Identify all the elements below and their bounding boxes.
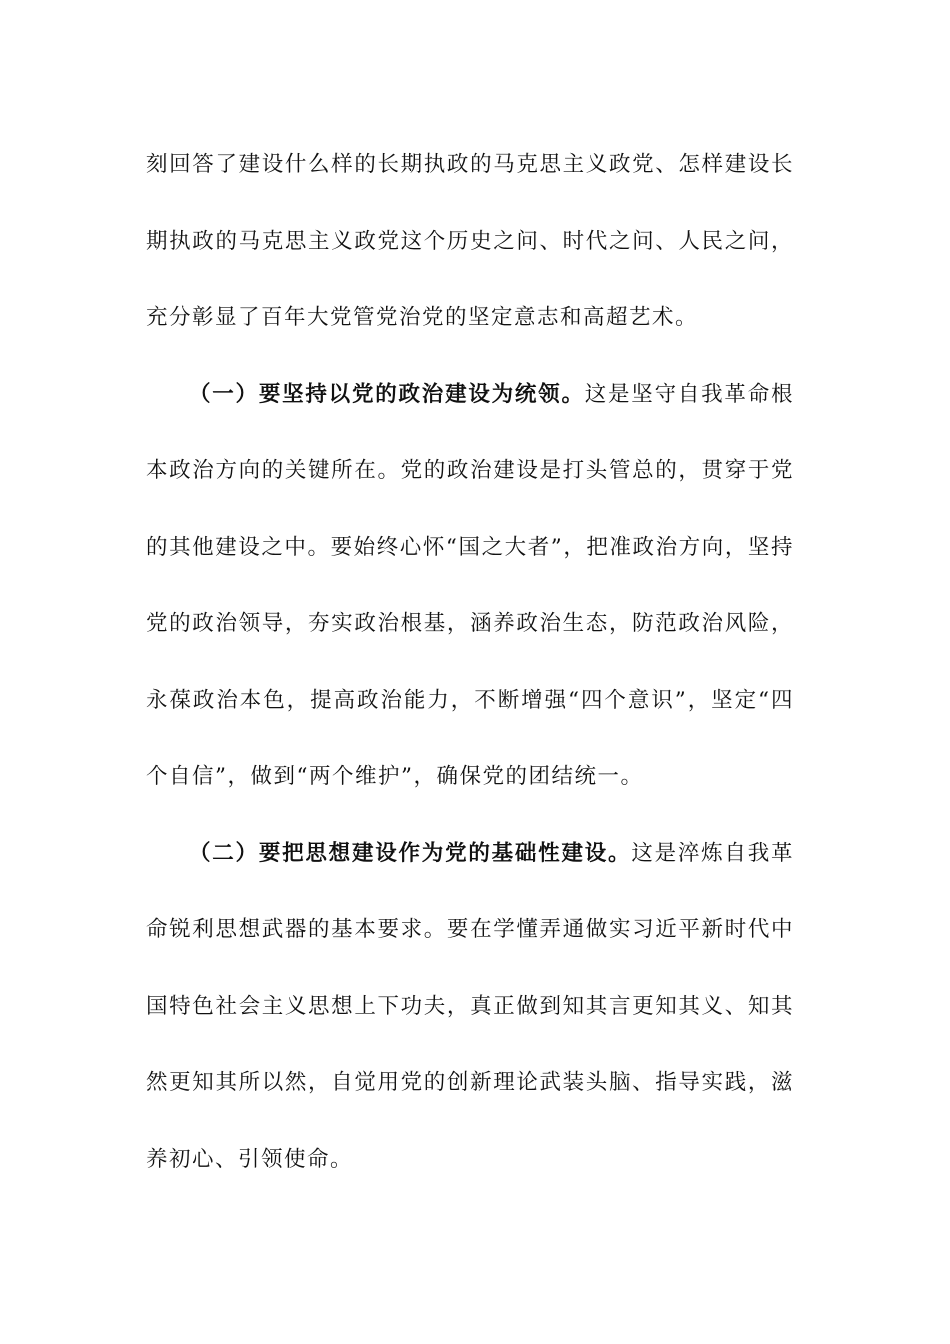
- paragraph-heading: （一）要坚持以党的政治建设为统领。: [189, 381, 585, 407]
- paragraph-ideological-building: [146, 816, 794, 1199]
- document-body: [146, 127, 794, 1198]
- paragraph-text: 这是淬炼自我革命锐利思想武器的基本要求。要在学懂弄通做实习近平新时代中国特色社会主义思想上下功夫，真正做到知其言更知其义、知其然更知其所以然，自觉用党的创新理论武装头脑、指导实践，滋养初心、引领使命。: [146, 840, 794, 1172]
- paragraph-continuation: [146, 127, 794, 357]
- paragraph-political-building: [146, 357, 794, 816]
- paragraph-text: 这是坚守自我革命根本政治方向的关键所在。党的政治建设是打头管总的，贯穿于党的其他建设之中。要始终心怀“国之大者”，把准政治方向，坚持党的政治领导，夯实政治根基，涵养政治生态，防范政治风险，永葆政治本色，提高政治能力，不断增强“四个意识”，坚定“四个自信”，做到“两个维护”，确保党的团结统一。: [146, 381, 794, 789]
- paragraph-text: 刻回答了建设什么样的长期执政的马克思主义政党、怎样建设长期执政的马克思主义政党这个历史之问、时代之问、人民之问，充分彰显了百年大党管党治党的坚定意志和高超艺术。: [146, 152, 794, 330]
- paragraph-heading: （二）要把思想建设作为党的基础性建设。: [189, 840, 632, 866]
